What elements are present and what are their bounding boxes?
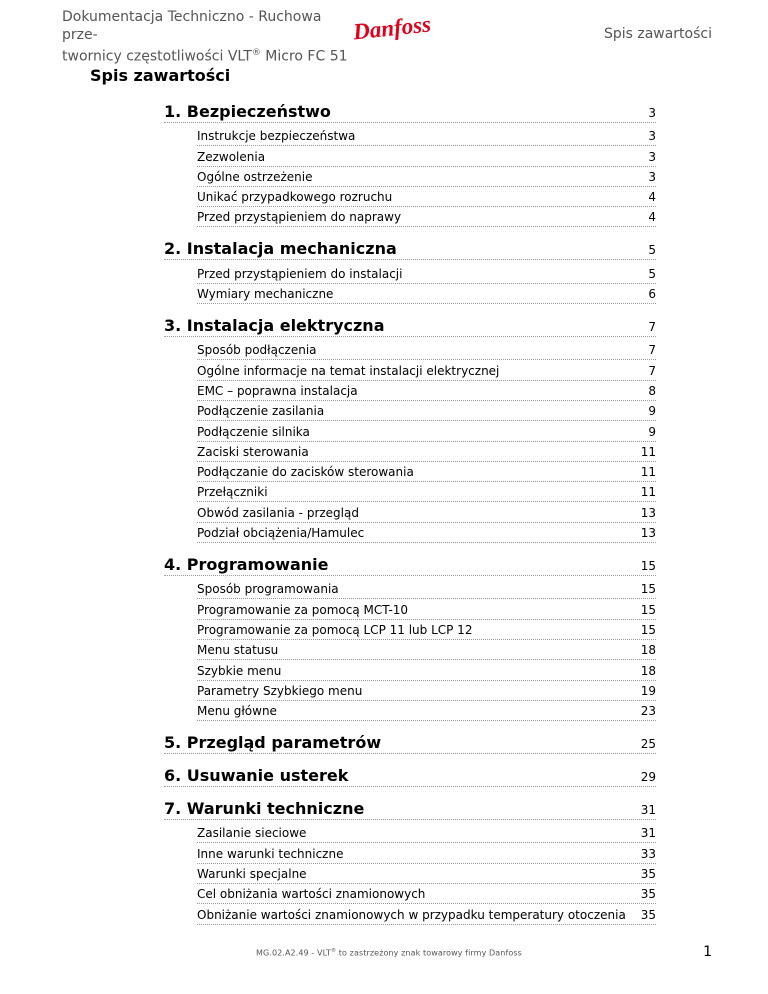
toc-section-entry[interactable] (164, 729, 656, 754)
toc-entry-page: 15 (640, 602, 656, 617)
toc-entry-page: 19 (640, 683, 656, 698)
toc-entry[interactable] (197, 502, 656, 522)
toc-section (164, 795, 656, 924)
danfoss-logo (350, 6, 433, 50)
toc-entry-page: 13 (640, 526, 656, 541)
toc-entry-page: 7 (648, 343, 656, 358)
toc-entry[interactable] (197, 681, 656, 701)
toc-entry-title: Warunki specjalne (197, 867, 307, 882)
toc-entry-page: 9 (648, 424, 656, 439)
toc-entry[interactable] (197, 126, 656, 146)
toc-entry[interactable] (197, 401, 656, 421)
toc-section-page: 3 (648, 106, 656, 120)
toc-entry-page: 5 (648, 266, 656, 281)
toc-section-entry[interactable] (164, 762, 656, 787)
toc-section (164, 312, 656, 543)
toc-entry[interactable] (197, 360, 656, 380)
toc-heading: Spis zawartości (90, 66, 231, 85)
toc-entry[interactable] (197, 167, 656, 187)
toc-entry-page: 33 (640, 846, 656, 861)
toc-entry[interactable] (197, 864, 656, 884)
toc-entry-page: 6 (648, 287, 656, 302)
toc-entry-title: Zasilanie sieciowe (197, 826, 307, 841)
toc-entry-page: 35 (640, 887, 656, 902)
toc-section (164, 762, 656, 787)
toc-entry[interactable] (197, 381, 656, 401)
toc-entry-page: 23 (640, 704, 656, 719)
toc-entry[interactable] (197, 579, 656, 599)
toc-section-entry[interactable] (164, 795, 656, 820)
toc-entry-page: 13 (640, 505, 656, 520)
toc-entry[interactable] (197, 843, 656, 863)
toc-entry[interactable] (197, 884, 656, 904)
toc-entry[interactable] (197, 462, 656, 482)
toc-entry[interactable] (197, 442, 656, 462)
toc-entry[interactable] (197, 146, 656, 166)
toc-entry-page: 15 (640, 582, 656, 597)
toc-entry-title: Cel obniżania wartości znamionowych (197, 887, 426, 902)
toc-entry-page: 8 (648, 383, 656, 398)
toc-entry[interactable] (197, 207, 656, 227)
toc-entry[interactable] (197, 640, 656, 660)
page-number: 1 (703, 944, 712, 960)
toc-entry-title: Wymiary mechaniczne (197, 287, 334, 302)
header-section-name: Spis zawartości (603, 26, 712, 42)
toc-section (164, 98, 656, 227)
toc-section-page: 7 (648, 320, 656, 335)
toc-entry-title: Szybkie menu (197, 663, 282, 678)
toc-entry-page: 3 (648, 149, 656, 164)
toc-section-page: 5 (648, 243, 656, 258)
toc-entry[interactable] (197, 187, 656, 207)
toc-entry-title: Zezwolenia (197, 149, 266, 164)
toc-entry-title: Podłączanie do zacisków sterowania (197, 465, 414, 480)
toc-section-page: 25 (640, 737, 656, 752)
toc-entry-title: Sposób podłączenia (197, 343, 317, 358)
toc-entry-page: 31 (640, 826, 656, 841)
toc-entry-title: Unikać przypadkowego rozruchu (197, 190, 393, 205)
table-of-contents (164, 98, 656, 933)
toc-entry-page: 3 (648, 129, 656, 144)
toc-entry[interactable] (197, 904, 656, 924)
toc-section-title: 2. Instalacja mechaniczna (164, 239, 397, 259)
svg-text:Danfoss: Danfoss (351, 11, 433, 45)
toc-entry-title: Obniżanie wartości znamionowych w przypadku temperatury otoczenia (197, 907, 626, 922)
toc-entry-title: Podział obciążenia/Hamulec (197, 526, 365, 541)
toc-entry-title: Sposób programowania (197, 582, 339, 597)
toc-entry-title: Zaciski sterowania (197, 444, 309, 459)
toc-entry-page: 35 (640, 867, 656, 882)
toc-entry-title: Parametry Szybkiego menu (197, 683, 363, 698)
toc-section-entry[interactable] (164, 551, 656, 576)
toc-entry[interactable] (197, 660, 656, 680)
toc-entry-page: 4 (648, 190, 656, 205)
toc-entry-title: Ogólne ostrzeżenie (197, 169, 313, 184)
toc-entry-page: 4 (648, 210, 656, 225)
toc-entry-title: Instrukcje bezpieczeństwa (197, 129, 356, 144)
toc-entry-title: Menu główne (197, 704, 277, 719)
toc-section (164, 729, 656, 754)
toc-section-title: 4. Programowanie (164, 555, 329, 575)
toc-entry[interactable] (197, 823, 656, 843)
toc-entry-page: 11 (640, 485, 656, 500)
document-header-title (62, 8, 352, 66)
toc-section-title: 7. Warunki techniczne (164, 799, 365, 819)
toc-entry-title: Menu statusu (197, 643, 279, 658)
toc-entry[interactable] (197, 599, 656, 619)
toc-entry-title: Przed przystąpieniem do naprawy (197, 210, 402, 225)
toc-entry[interactable] (197, 340, 656, 360)
toc-section-entry[interactable] (164, 312, 656, 337)
toc-entry-title: Przed przystąpieniem do instalacji (197, 266, 403, 281)
toc-section-page: 15 (640, 559, 656, 574)
toc-entry-title: Programowanie za pomocą MCT-10 (197, 602, 409, 617)
toc-entry-title: Programowanie za pomocą LCP 11 lub LCP 12 (197, 622, 473, 637)
toc-section-title: 3. Instalacja elektryczna (164, 316, 385, 336)
toc-section-title: 6. Usuwanie usterek (164, 766, 349, 786)
toc-entry-title: Podłączenie silnika (197, 424, 310, 439)
toc-section-entry[interactable] (164, 235, 656, 260)
toc-entry[interactable] (197, 482, 656, 502)
header-title-line1: Dokumentacja Techniczno - Ruchowa prze- (62, 9, 322, 43)
toc-entry-page: 11 (640, 465, 656, 480)
toc-entry-page: 11 (640, 444, 656, 459)
toc-section (164, 235, 656, 304)
toc-entry-title: EMC – poprawna instalacja (197, 383, 358, 398)
footer-trademark-note: MG.02.A2.49 - VLT® to zastrzeżony znak towarowy firmy Danfoss (256, 948, 522, 958)
toc-section (164, 551, 656, 721)
toc-entry-page: 15 (640, 622, 656, 637)
toc-section-page: 31 (640, 803, 656, 818)
toc-entry-title: Ogólne informacje na temat instalacji elektrycznej (197, 363, 500, 378)
toc-entry[interactable] (197, 523, 656, 543)
toc-entry-page: 9 (648, 404, 656, 419)
header-title-line2: twornicy częstotliwości VLT® Micro FC 51 (62, 48, 348, 65)
toc-section-page: 29 (640, 770, 656, 785)
toc-entry-title: Inne warunki techniczne (197, 846, 344, 861)
toc-entry[interactable] (197, 284, 656, 304)
toc-section-title: 5. Przegląd parametrów (164, 733, 382, 753)
toc-entry-title: Przełączniki (197, 485, 268, 500)
toc-entry-title: Obwód zasilania - przegląd (197, 505, 359, 520)
toc-section-entry[interactable] (164, 98, 656, 123)
toc-entry-page: 35 (640, 907, 656, 922)
toc-entry-page: 18 (640, 643, 656, 658)
toc-entry-page: 7 (648, 363, 656, 378)
toc-entry[interactable] (197, 263, 656, 283)
toc-entry-page: 18 (640, 663, 656, 678)
toc-entry[interactable] (197, 701, 656, 721)
toc-entry[interactable] (197, 421, 656, 441)
toc-section-title: 1. Bezpieczeństwo (164, 102, 331, 121)
toc-entry-title: Podłączenie zasilania (197, 404, 325, 419)
toc-entry-page: 3 (648, 169, 656, 184)
toc-entry[interactable] (197, 620, 656, 640)
